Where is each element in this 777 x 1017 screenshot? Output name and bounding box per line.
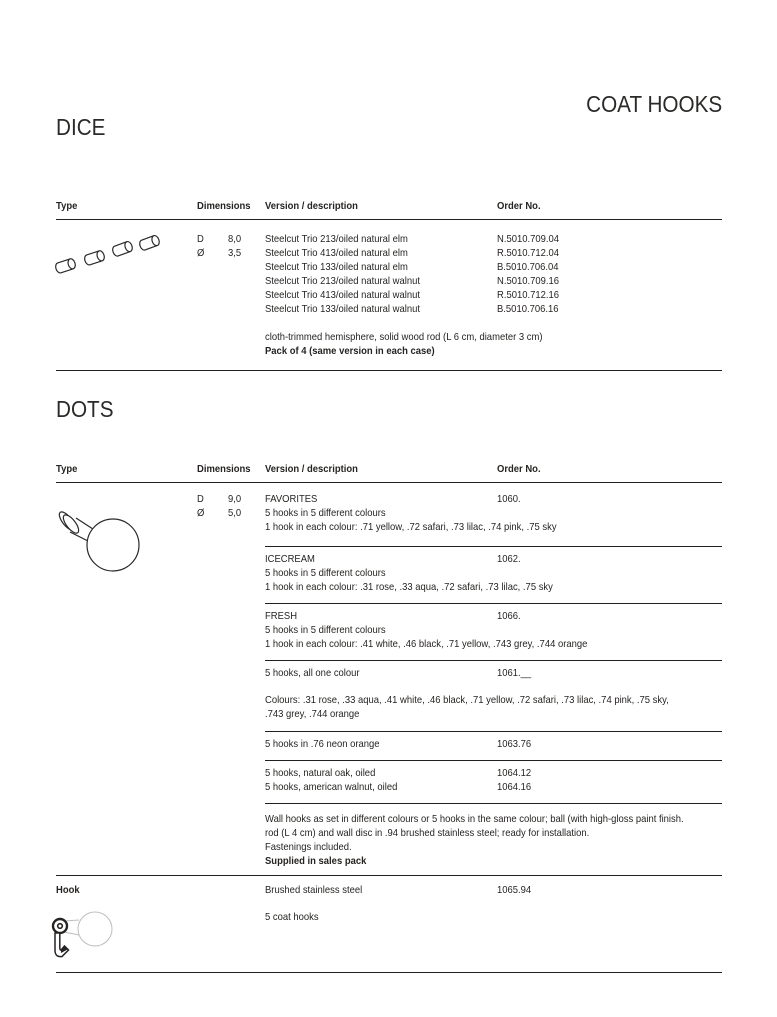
- order-number: B.5010.706.16: [497, 303, 559, 315]
- dots-table-row: [56, 483, 722, 875]
- order-number: R.5010.712.04: [497, 247, 560, 259]
- dimension-label: Ø: [197, 507, 205, 519]
- subrow-title-line: [265, 883, 722, 897]
- column-header-type: Type: [56, 200, 78, 212]
- order-number: N.5010.709.04: [497, 233, 560, 245]
- dimension-label: Ø: [197, 247, 205, 259]
- order-number: R.5010.712.16: [497, 289, 560, 301]
- note-line: Wall hooks as set in different colours or 5 hooks in the same colour; ball (with high-gloss paint finish.: [265, 813, 684, 825]
- subrow-title-line: [265, 552, 722, 566]
- set-name: 5 hooks in .76 neon orange: [265, 738, 380, 750]
- set-name: 5 hooks, all one colour: [265, 667, 360, 679]
- version-text: Steelcut Trio 213/oiled natural elm: [265, 233, 408, 245]
- column-header-dimensions: Dimensions: [197, 463, 251, 475]
- column-header-type: Type: [56, 463, 78, 475]
- set-name: FRESH: [265, 610, 298, 622]
- dots-table-header: [56, 462, 722, 483]
- hook-disc: [53, 919, 67, 933]
- dimension-value: 5,0: [228, 507, 242, 519]
- order-number: 1062.: [497, 553, 521, 565]
- hook-type-cell: [56, 883, 265, 964]
- dots-type-cell: [56, 483, 197, 875]
- dimension-line: [197, 506, 265, 520]
- dice-table-header: [56, 199, 722, 220]
- dice-note: [265, 330, 722, 358]
- order-number: N.5010.709.16: [497, 275, 560, 287]
- dice-dimensions-cell: [197, 232, 265, 316]
- dots-note: [265, 804, 722, 875]
- dots-ball-hook-drawing: [52, 501, 193, 579]
- page-title: COAT HOOKS: [585, 91, 722, 117]
- subrow-title-line: [265, 492, 722, 506]
- dots-subrow-favorites: [265, 483, 722, 547]
- dice-version-cell: [265, 232, 497, 316]
- dice-table: [56, 199, 722, 371]
- dots-subrow-fresh: [265, 604, 722, 661]
- subrow-title-line: [265, 780, 722, 794]
- order-number: 1064.16: [497, 781, 532, 793]
- note-line: Fastenings included.: [265, 841, 352, 853]
- column-header-dimensions: Dimensions: [197, 200, 251, 212]
- dimension-value: 8,0: [228, 233, 242, 245]
- set-name: 5 hooks, american walnut, oiled: [265, 781, 398, 793]
- dots-dimensions-cell: [197, 483, 265, 875]
- dimension-label: D: [197, 493, 204, 505]
- dots-subrow-wood: [265, 761, 722, 804]
- column-header-version: Version / description: [265, 463, 358, 475]
- set-name: ICECREAM: [265, 553, 315, 565]
- dimension-line: [197, 246, 265, 260]
- note-bold-line: Supplied in sales pack: [265, 855, 367, 867]
- hook-description: 5 coat hooks: [265, 911, 319, 923]
- column-header-version: Version / description: [265, 200, 358, 212]
- dots-section-title: DOTS: [56, 396, 114, 422]
- column-header-order: Order No.: [497, 463, 541, 475]
- subrow-title-line: [265, 666, 722, 680]
- set-detail: 1 hook in each colour: .31 rose, .33 aqua, .72 safari, .73 lilac, .75 sky: [265, 581, 553, 593]
- column-header-order: Order No.: [497, 200, 541, 212]
- dots-colour-list: [265, 693, 722, 732]
- hook-side-drawing: [50, 908, 170, 964]
- set-name: FAVORITES: [265, 493, 318, 505]
- dimension-label: D: [197, 233, 204, 245]
- note-bold-line: Pack of 4 (same version in each case): [265, 345, 435, 357]
- dots-versions-column: [265, 483, 722, 875]
- dice-section-title: DICE: [56, 114, 106, 140]
- subrow-title-line: [265, 609, 722, 623]
- set-detail: 1 hook in each colour: .41 white, .46 black, .71 yellow, .743 grey, .744 orange: [265, 638, 588, 650]
- colour-list-line: Colours: .31 rose, .33 aqua, .41 white, .46 black, .71 yellow, .72 safari, .73 lilac, .74 pink, .75 sky,: [265, 694, 669, 706]
- version-text: Steelcut Trio 133/oiled natural walnut: [265, 303, 420, 315]
- hook-label: Hook: [56, 884, 80, 896]
- note-line: rod (L 4 cm) and wall disc in .94 brushed stainless steel; ready for installation.: [265, 827, 590, 839]
- note-line: cloth-trimmed hemisphere, solid wood rod (L 6 cm, diameter 3 cm): [265, 331, 543, 343]
- set-detail: 5 hooks in 5 different colours: [265, 624, 386, 636]
- version-text: Steelcut Trio 213/oiled natural walnut: [265, 275, 420, 287]
- dice-type-cell: [56, 232, 197, 316]
- set-detail: 1 hook in each colour: .71 yellow, .72 safari, .73 lilac, .74 pink, .75 sky: [265, 521, 557, 533]
- set-detail: 5 hooks in 5 different colours: [265, 567, 386, 579]
- dots-table: [56, 462, 722, 973]
- order-number: 1065.94: [497, 884, 532, 896]
- dots-subrow-one-colour: [265, 661, 722, 680]
- dice-order-cell: [497, 232, 722, 316]
- hook-details-cell: [265, 883, 722, 964]
- order-number: 1063.76: [497, 738, 532, 750]
- dots-subrow-neon-orange: [265, 732, 722, 761]
- version-text: Steelcut Trio 133/oiled natural elm: [265, 261, 408, 273]
- order-number: 1060.: [497, 493, 521, 505]
- set-detail: 5 hooks in 5 different colours: [265, 507, 386, 519]
- dimension-value: 9,0: [228, 493, 242, 505]
- dimension-line: [197, 492, 265, 506]
- subrow-title-line: [265, 766, 722, 780]
- divider: [56, 972, 722, 973]
- hook-version: Brushed stainless steel: [265, 884, 363, 896]
- order-number: 1066.: [497, 610, 521, 622]
- divider: [56, 370, 722, 371]
- hook-table-row: [56, 876, 722, 964]
- colour-list-line: .743 grey, .744 orange: [265, 708, 360, 720]
- dimension-value: 3,5: [228, 247, 242, 259]
- order-number: 1064.12: [497, 767, 532, 779]
- version-text: Steelcut Trio 413/oiled natural walnut: [265, 289, 420, 301]
- dice-table-row: [56, 220, 722, 316]
- dimension-line: [197, 232, 265, 246]
- dots-subrow-icecream: [265, 547, 722, 604]
- set-name: 5 hooks, natural oak, oiled: [265, 767, 376, 779]
- order-number: 1061.__: [497, 667, 532, 679]
- subrow-title-line: [265, 737, 722, 751]
- dice-hooks-drawing: [51, 232, 192, 284]
- version-text: Steelcut Trio 413/oiled natural elm: [265, 247, 408, 259]
- order-number: B.5010.706.04: [497, 261, 559, 273]
